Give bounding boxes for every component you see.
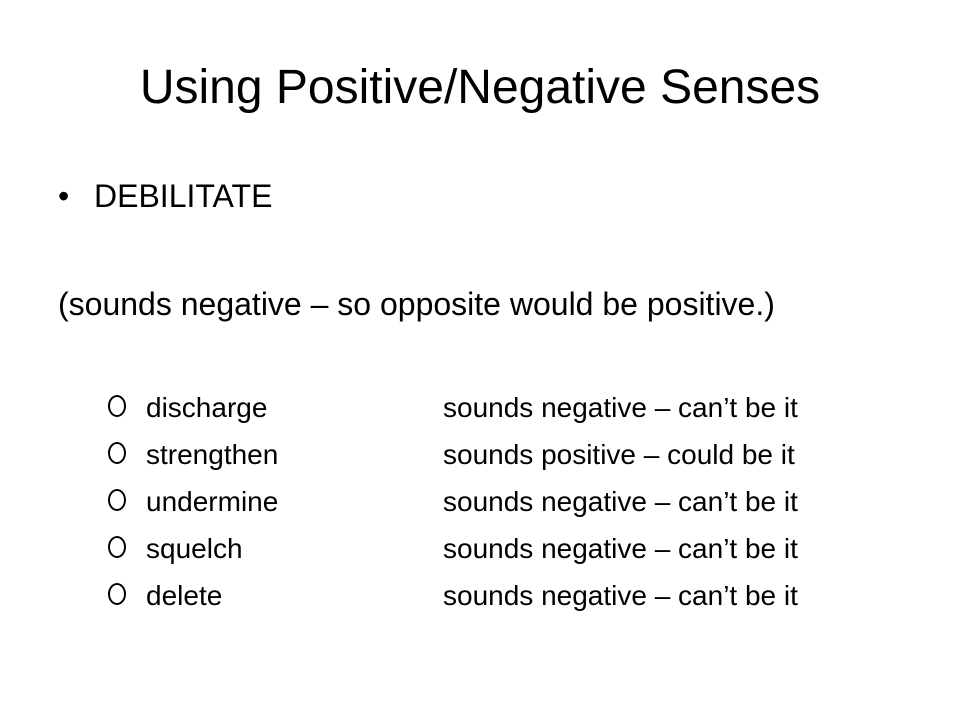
radio-circle-icon[interactable] [108,489,126,511]
radio-circle-icon[interactable] [108,536,126,558]
option-verdict: sounds negative – can’t be it [443,392,798,423]
answer-option-strengthen[interactable] [106,437,906,484]
option-word: squelch [146,533,243,564]
option-verdict: sounds negative – can’t be it [443,486,798,517]
answer-option-squelch[interactable] [106,531,906,578]
bullet-item [58,176,272,216]
bullet-text: DEBILITATE [94,178,273,214]
radio-circle-icon[interactable] [108,583,126,605]
option-word: strengthen [146,439,279,470]
slide-title: Using Positive/Negative Senses [139,61,821,114]
option-verdict: sounds positive – could be it [443,439,795,470]
bullet-dot-icon: • [58,178,70,214]
option-verdict: sounds negative – can’t be it [443,533,798,564]
explanation-note: (sounds negative – so opposite would be positive.) [58,286,775,322]
option-word: undermine [146,486,279,517]
option-word: discharge [146,392,268,423]
answer-option-discharge[interactable] [106,390,906,437]
answer-option-delete[interactable] [106,578,906,625]
answer-option-undermine[interactable] [106,484,906,531]
radio-circle-icon[interactable] [108,442,126,464]
option-verdict: sounds negative – can’t be it [443,580,798,611]
option-word: delete [146,580,223,611]
radio-circle-icon[interactable] [108,395,126,417]
answer-options-list [106,390,906,625]
